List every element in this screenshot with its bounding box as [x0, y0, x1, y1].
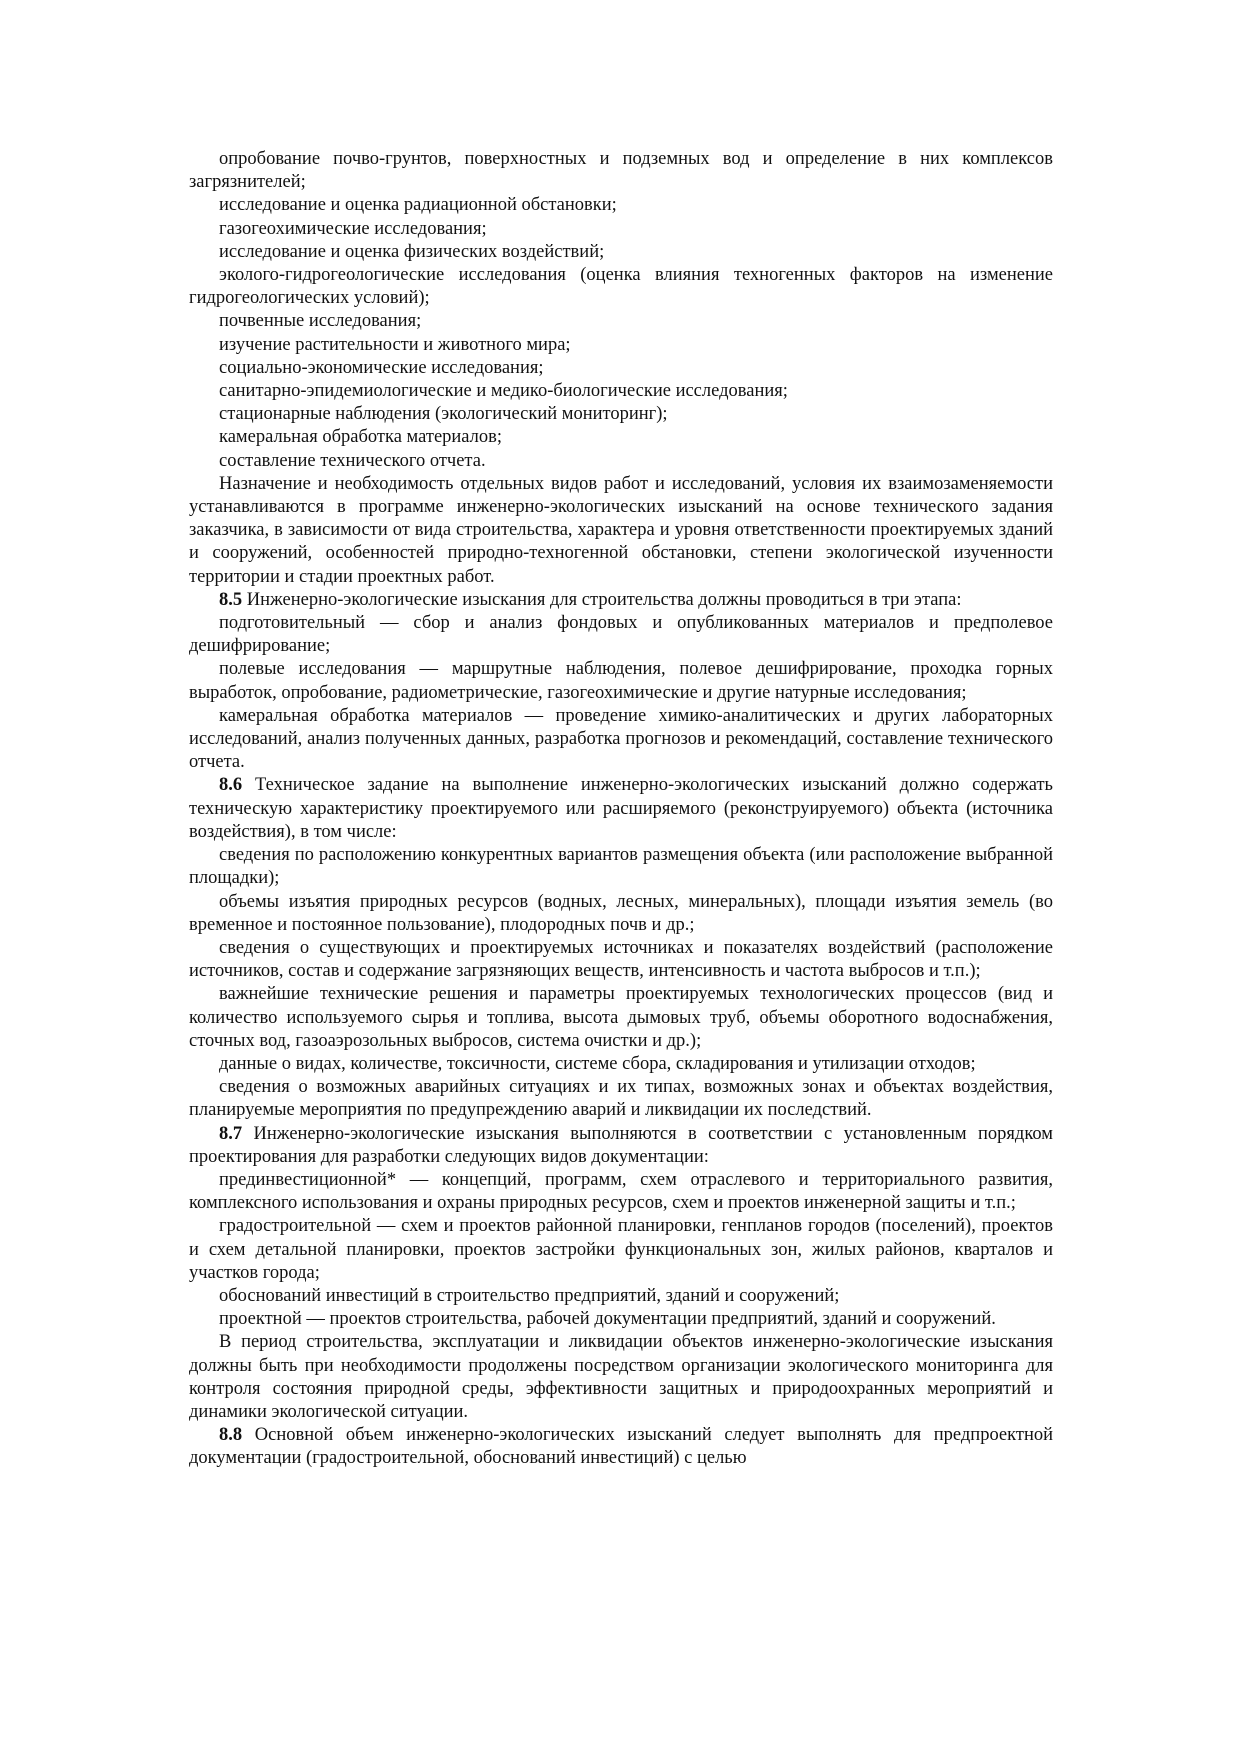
- paragraph: опробование почво-грунтов, поверхностных и подземных вод и определение в них комплексов загрязнителей;: [189, 149, 1053, 193]
- paragraph: исследование и оценка радиационной обстановки;: [219, 195, 617, 216]
- clause-number: 8.8: [219, 1425, 243, 1446]
- paragraph: Назначение и необходимость отдельных видов работ и исследований, условия их взаимозаменяемости устанавливаются в программе инженерно-экологических изысканий на основе технического задания заказчика, в зависимости от вида строительства, характера и уровня ответственности проектируемых зданий и сооружений, особенностей природно-техногенной обстановки, степени экологической изученности территории и стадии проектных работ.: [189, 473, 1053, 587]
- paragraph: изучение растительности и животного мира;: [219, 334, 571, 355]
- paragraph: камеральная обработка материалов — проведение химико-аналитических и других лабораторных исследований, анализ полученных данных, разработка прогнозов и рекомендаций, составление технического отчета.: [189, 705, 1053, 773]
- paragraph: градостроительной — схем и проектов районной планировки, генпланов городов (поселений), проектов и схем детальной планировки, проектов застройки функциональных зон, жилых районов, кварталов и участков города;: [189, 1216, 1053, 1283]
- paragraph: сведения о существующих и проектируемых источниках и показателях воздействий (расположение источников, состав и содержание загрязняющих веществ, интенсивность и частота выбросов и т.п.);: [189, 937, 1053, 982]
- paragraph: эколого-гидрогеологические исследования (оценка влияния техногенных факторов на изменение гидрогеологических условий);: [189, 265, 1053, 309]
- clause-8-8: [189, 1424, 1053, 1470]
- paragraph: газогеохимические исследования;: [219, 218, 487, 239]
- clause-text: Основной объем инженерно-экологических изысканий следует выполнять для предпроектной документации (градостроительной, обоснований инвестиций) с целью: [189, 1425, 1054, 1469]
- paragraph: социально-экономические исследования;: [219, 357, 544, 378]
- clause-text: Инженерно-экологические изыскания выполняются в соответствии с установленным порядком проектирования для разработки следующих видов документации:: [189, 1123, 1054, 1167]
- paragraph: проектной — проектов строительства, рабочей документации предприятий, зданий и сооружений.: [219, 1309, 996, 1330]
- clause-number: 8.7: [219, 1123, 243, 1144]
- paragraph: исследование и оценка физических воздействий;: [219, 241, 605, 262]
- paragraph: обоснований инвестиций в строительство предприятий, зданий и сооружений;: [219, 1285, 840, 1306]
- paragraph: сведения о возможных аварийных ситуациях и их типах, возможных зонах и объектах воздействия, планируемые мероприятия по предупреждению аварий и ликвидации их последствий.: [189, 1077, 1053, 1121]
- paragraph: данные о видах, количестве, токсичности, системе сбора, складирования и утилизации отходов;: [219, 1053, 976, 1074]
- paragraph: полевые исследования — маршрутные наблюдения, полевое дешифрирование, проходка горных выработок, опробование, радиометрические, газогеохимические и другие натурные исследования;: [189, 659, 1053, 703]
- clause-number: 8.5: [219, 589, 243, 610]
- paragraph: важнейшие технические решения и параметры проектируемых технологических процессов (вид и количество используемого сырья и топлива, высота дымовых труб, объемы оборотного водоснабжения, сточных вод, газоаэрозольных выбросов, система очистки и др.);: [189, 984, 1053, 1051]
- paragraph: подготовительный — сбор и анализ фондовых и опубликованных материалов и предполевое дешифрирование;: [189, 613, 1053, 657]
- paragraph: прединвестиционной* — концепций, программ, схем отраслевого и территориального развития, комплексного использования и охраны природных ресурсов, схем и проектов инженерной защиты и т.п.;: [189, 1169, 1053, 1214]
- paragraph: стационарные наблюдения (экологический мониторинг);: [219, 404, 668, 425]
- paragraph: сведения по расположению конкурентных вариантов размещения объекта (или расположение выбранной площадки);: [189, 845, 1053, 889]
- paragraph: В период строительства, эксплуатации и ликвидации объектов инженерно-экологические изыскания должны быть при необходимости продолжены посредством организации экологического мониторинга для контроля состояния природной среды, эффективности защитных и природоохранных мероприятий и динамики экологической ситуации.: [189, 1332, 1053, 1422]
- clause-number: 8.6: [219, 775, 243, 796]
- clause-8-7: [189, 1123, 1053, 1169]
- clause-8-6: [189, 774, 1053, 844]
- paragraph: камеральная обработка материалов;: [219, 427, 503, 448]
- paragraph: санитарно-эпидемиологические и медико-биологические исследования;: [219, 381, 788, 402]
- clause-text: Инженерно-экологические изыскания для строительства должны проводиться в три этапа:: [246, 589, 962, 610]
- paragraph: объемы изъятия природных ресурсов (водных, лесных, минеральных), площади изъятия земель (во временное и постоянное пользование), плодородных почв и др.;: [189, 891, 1053, 935]
- paragraph: составление технического отчета.: [219, 450, 486, 471]
- paragraph: почвенные исследования;: [219, 311, 422, 332]
- clause-text: Техническое задание на выполнение инженерно-экологических изысканий должно содержать техническую характеристику проектируемого или расширяемого (реконструируемого) объекта (источника воздействия), в том числе:: [189, 775, 1053, 842]
- clause-8-5: [189, 589, 1053, 612]
- document-page: [189, 148, 1053, 1471]
